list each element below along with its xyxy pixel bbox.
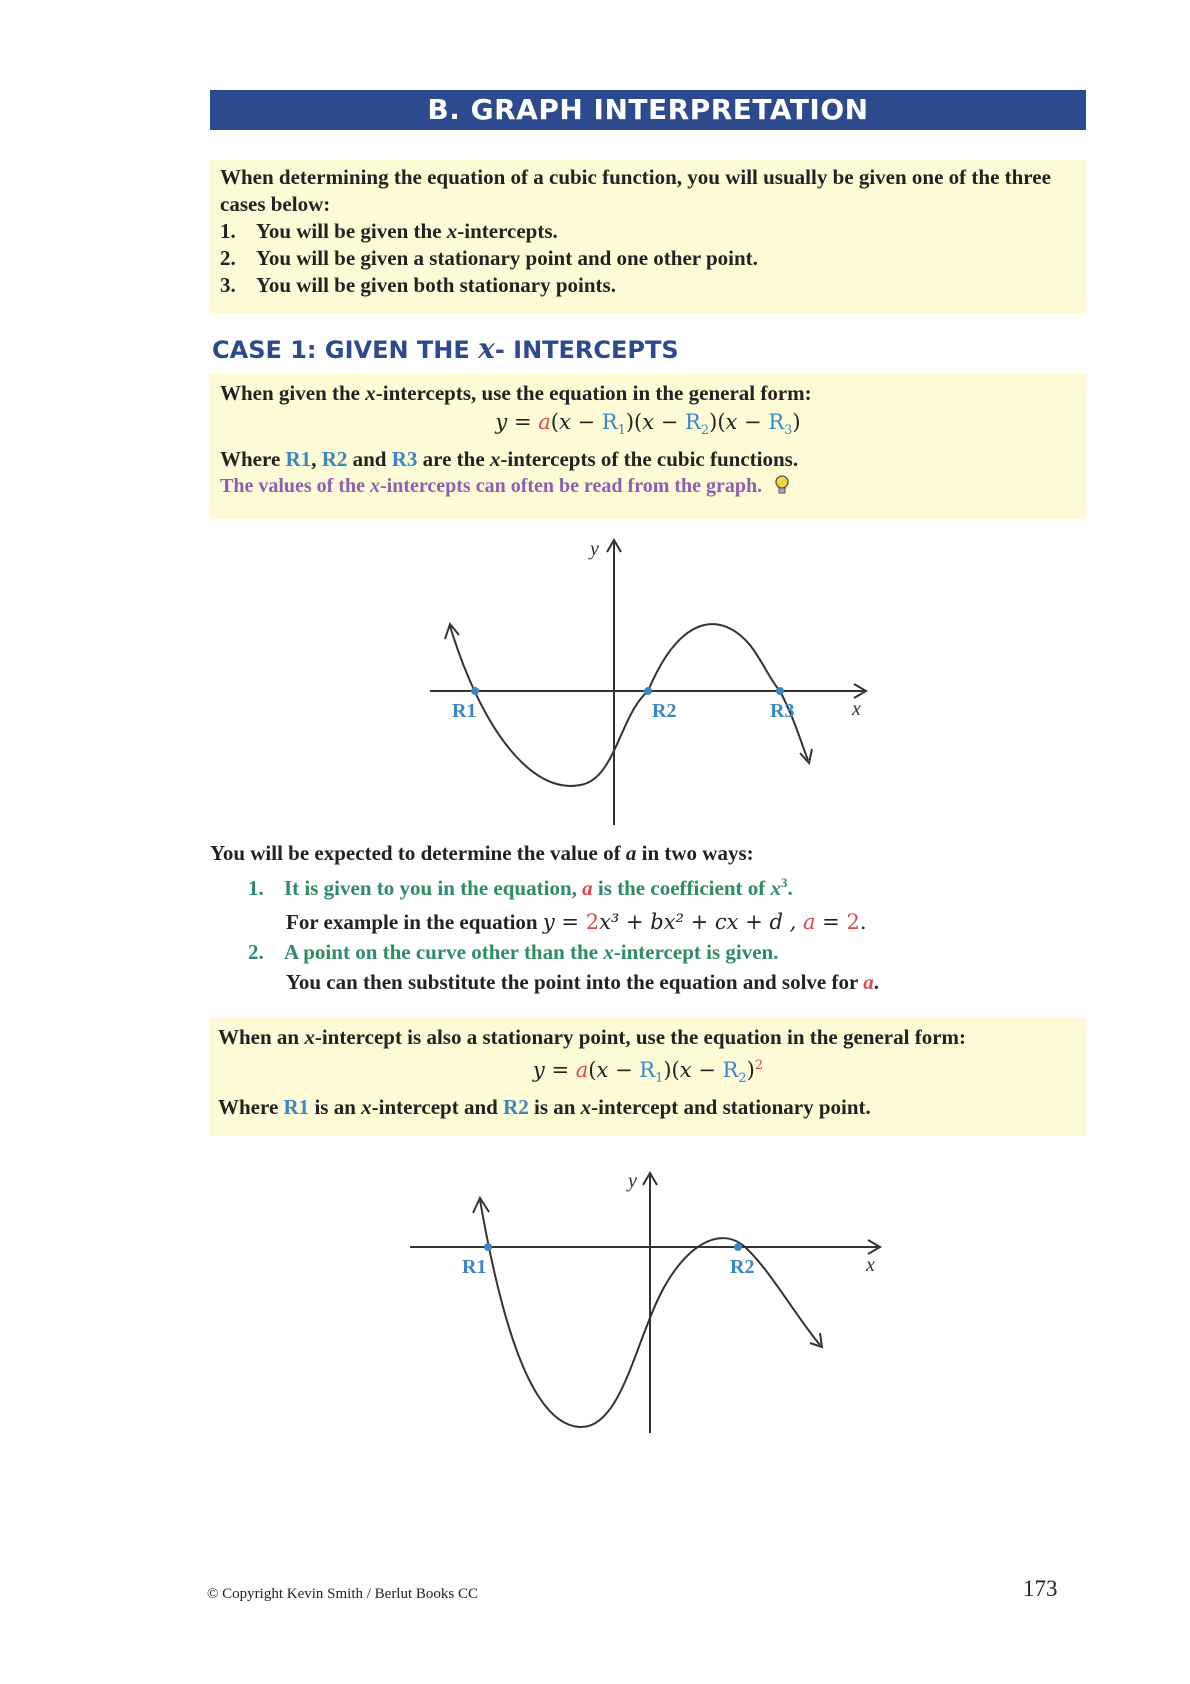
case2-box xyxy=(210,1018,1086,1136)
lightbulb-icon xyxy=(773,474,791,496)
x-axis-label: x xyxy=(852,698,861,720)
case1-formula: $y = a(x - R_1)(x - R_2)(x - R_3)$ xyxy=(495,410,801,439)
r3-label: R3 xyxy=(770,700,795,722)
case2-lead: When an x-intercept is also a stationary point, use the equation in the general form: xyxy=(218,1025,967,1049)
ways-section xyxy=(210,838,1090,997)
section-banner: B. GRAPH INTERPRETATION xyxy=(210,90,1086,130)
r2-label: R2 xyxy=(730,1256,755,1278)
cubic-graph-stationary-intercept xyxy=(400,1165,900,1435)
page-number: 173 xyxy=(1023,1576,1058,1601)
r1-label: R1 xyxy=(452,700,477,722)
case-item-2: 2. You will be given a stationary point and one other point. xyxy=(220,246,758,270)
r2-point xyxy=(734,1243,742,1251)
r2-label: R2 xyxy=(652,700,677,722)
y-axis-label: y xyxy=(628,1170,637,1192)
r1-label: R1 xyxy=(462,1256,487,1278)
intro-box xyxy=(210,160,1086,313)
case1-heading: CASE 1: GIVEN THE x- INTERCEPTS xyxy=(212,332,679,365)
r1-point xyxy=(484,1243,492,1251)
y-axis-label: y xyxy=(590,538,599,560)
ways-intro: You will be expected to determine the value of a in two ways: xyxy=(210,841,754,865)
case-item-3: 3. You will be given both stationary points. xyxy=(220,273,616,297)
r1-point xyxy=(471,687,479,695)
way-item-2-followup: You can then substitute the point into the equation and solve for a. xyxy=(286,970,879,994)
case1-lead: When given the x-intercepts, use the equation in the general form: xyxy=(220,381,812,405)
case1-box xyxy=(210,374,1086,519)
way-item-2: 2. A point on the curve other than the x-intercept is given. xyxy=(248,940,779,964)
case2-where: Where R1 is an x-intercept and R2 is an x-intercept and stationary point. xyxy=(218,1095,871,1120)
case1-where: Where R1, R2 and R3 are the x-intercepts of the cubic functions. xyxy=(220,447,799,472)
x-axis-label: x xyxy=(866,1254,875,1276)
intro-text: When determining the equation of a cubic function, you will usually be given one of the three cases below: xyxy=(220,165,1051,216)
case2-formula: $y = a(x - R_1)(x - R_2)^2$ xyxy=(532,1058,764,1087)
case-item-1: 1. You will be given the x-intercepts. xyxy=(220,219,558,243)
way-item-1: 1. It is given to you in the equation, a is the coefficient of $x^3$. xyxy=(248,875,793,900)
r3-point xyxy=(776,687,784,695)
cubic-curve xyxy=(450,624,808,786)
case1-note: The values of the x-intercepts can often be read from the graph. xyxy=(220,473,1076,500)
r2-point xyxy=(644,687,652,695)
cubic-graph-three-intercepts xyxy=(420,535,880,825)
way-example: For example in the equation y = 2x³ + bx² + cx + d , a = 2. xyxy=(286,910,867,934)
copyright-text: © Copyright Kevin Smith / Berlut Books CC xyxy=(207,1586,478,1602)
